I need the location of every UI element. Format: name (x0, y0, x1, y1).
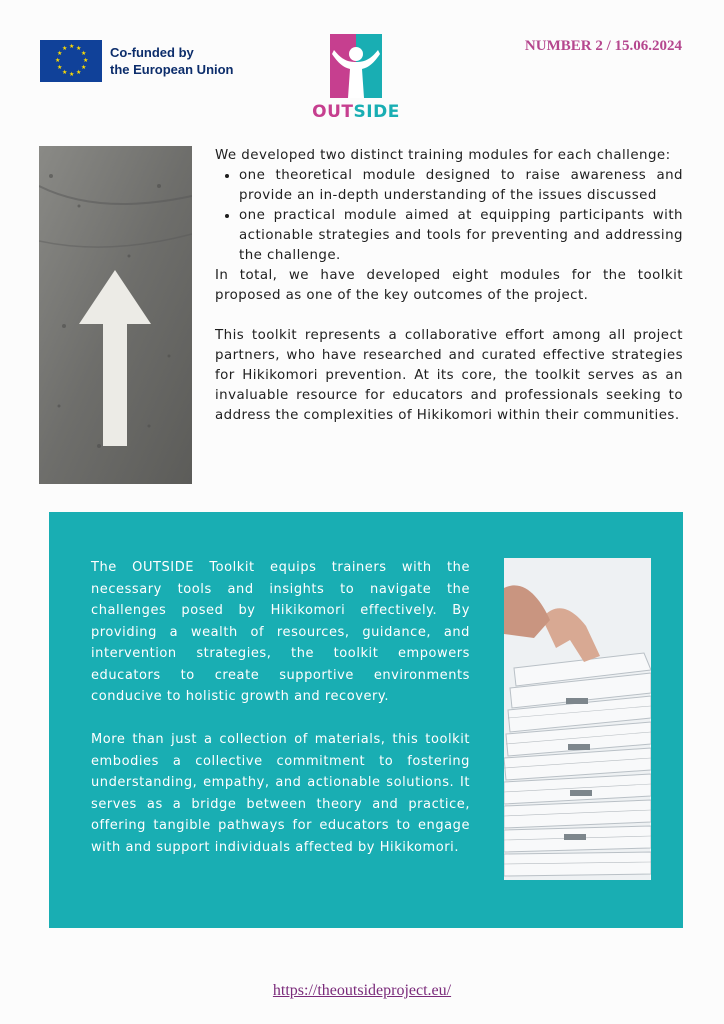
road-arrow-image (39, 146, 192, 484)
intro-text (215, 146, 683, 426)
toolkit-paragraph-2: More than just a collection of materials, this toolkit embodies a collective commitment to fostering understanding, empathy, and actionable solutions. It serves as a bridge between theory and practice, offering tangible pathways for educators to engage with and support individuals affected by Hikikomori. (91, 732, 470, 855)
eu-flag-icon: ★ ★ ★ ★ ★ ★ ★ ★ ★ ★ ★ ★ (40, 40, 102, 82)
paper-stack-image (504, 558, 651, 880)
eu-text-line1: Co-funded by (110, 45, 194, 60)
intro-lead: We developed two distinct training modules for each challenge: (215, 148, 671, 163)
toolkit-paragraph-1: The OUTSIDE Toolkit equips trainers with the necessary tools and insights to navigate the challenges posed by Hikikomori effectively. By providing a wealth of resources, guidance, and intervention strategies, the toolkit empowers educators to create supportive environments conducive to holistic growth and recovery. (91, 560, 470, 704)
intro-paragraph-2: This toolkit represents a collaborative effort among all project partners, who have researched and curated effective strategies for Hikikomori prevention. At its core, the toolkit serves as an invaluable resource for educators and professionals seeking to address the complexities of Hikikomori within their communities. (215, 328, 683, 423)
module-list (215, 166, 683, 266)
issue-number-date: NUMBER 2 / 15.06.2024 (524, 38, 682, 54)
outside-project-logo (308, 32, 404, 124)
eu-text-line2: the European Union (110, 62, 234, 77)
eu-cofunded-logo (40, 40, 234, 82)
outside-logo-text: OUTSIDE (312, 102, 400, 122)
outside-figure-icon (308, 32, 404, 102)
list-item: • one practical module aimed at equipping participants with actionable strategies and tools for preventing and addressing the challenge. (239, 206, 683, 266)
project-website-link[interactable]: https://theoutsideproject.eu/ (272, 982, 452, 999)
list-item: • one theoretical module designed to raise awareness and provide an in-depth understanding of the issues discussed (239, 166, 683, 206)
intro-total: In total, we have developed eight modules for the toolkit proposed as one of the key outcomes of the project. (215, 268, 683, 303)
toolkit-highlight-box (49, 512, 683, 928)
